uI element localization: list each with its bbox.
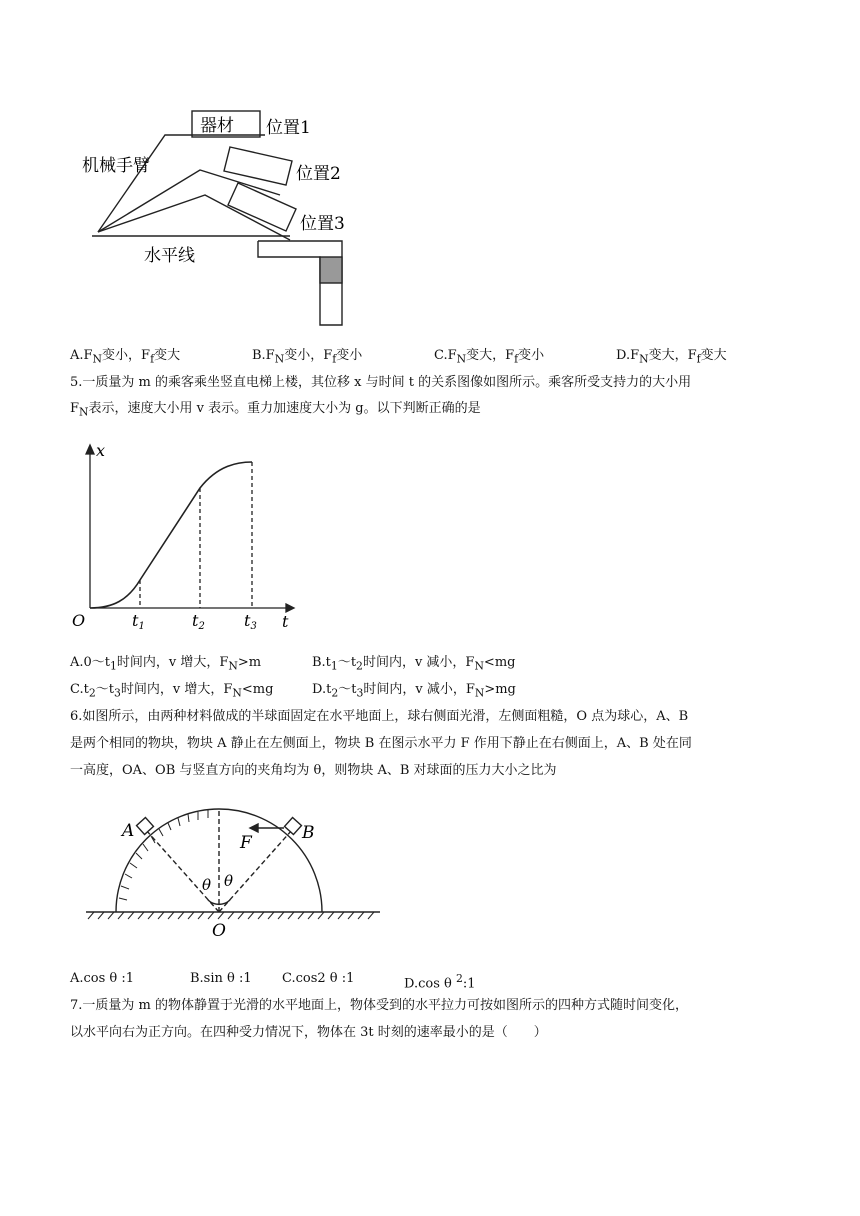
q4-option-b[interactable]: $B.F_N$变小，$F_f$变小: [252, 348, 363, 366]
box-position-2: [224, 147, 292, 185]
y-axis-label: x: [96, 441, 106, 460]
arm-label: 机械手臂: [82, 156, 150, 176]
q5-option-d[interactable]: $D.t_2\sim t_3$时间内，v 减小，$F_N>mg$: [312, 682, 516, 700]
ground-hatching: [88, 912, 374, 919]
q7-stem-line-2: 以水平向右为正方向。在四种受力情况下，物体在 3t 时刻的速率最小的是（ ）: [70, 1025, 547, 1040]
t3-label: t3: [244, 611, 257, 632]
q6-option-d[interactable]: D.cos θ $^2$:1: [404, 972, 476, 992]
label-o: O: [212, 921, 226, 941]
theta-left-label: θ: [202, 876, 212, 894]
q4-option-d[interactable]: $D.F_N$变大，$F_f$变大: [616, 348, 727, 366]
radius-oa: [146, 830, 219, 912]
q5-stem-line-2: $F_N$表示，速度大小用 v 表示。重力加速度大小为 g。以下判断正确的是: [70, 401, 481, 419]
hemisphere-figure: [84, 808, 384, 943]
block-a: [137, 818, 154, 835]
q4-option-c[interactable]: $C.F_N$变大，$F_f$变小: [434, 348, 545, 366]
position-3-label: 位置3: [300, 214, 345, 234]
box-position-3: [228, 183, 296, 231]
position-1-label: 位置1: [266, 118, 311, 138]
x-axis-label: t: [282, 612, 289, 631]
radius-ob: [219, 830, 292, 912]
q5-option-c[interactable]: $C.t_2\sim t_3$时间内，v 增大，$F_N<mg$: [70, 682, 274, 700]
q5-stem-line-1: 5.一质量为 m 的乘客乘坐竖直电梯上楼，其位移 x 与时间 t 的关系图像如图所示。乘客所受支持力的大小用: [70, 375, 692, 390]
q5-option-b[interactable]: $B.t_1\sim t_2$时间内，v 减小，$F_N<mg$: [312, 655, 516, 673]
q7-stem-line-1: 7.一质量为 m 的物体静置于光滑的水平地面上，物体受到的水平拉力可按如图所示的四种方式随时间变化，: [70, 998, 688, 1013]
q6-stem-line-2: 是两个相同的物块，物块 A 静止在左侧面上，物块 B 在图示水平力 F 作用下静止在右侧面上，A、B 处在同: [70, 736, 692, 751]
origin-label: O: [72, 611, 86, 630]
position-2-label: 位置2: [296, 164, 341, 184]
robot-arm-figure: [80, 105, 370, 335]
label-b: B: [302, 823, 315, 843]
t1-label: t1: [132, 611, 145, 632]
q4-option-a[interactable]: $A.F_N$变小，$F_f$变大: [70, 348, 181, 366]
q6-stem-line-1: 6.如图所示，由两种材料做成的半球面固定在水平地面上，球右侧面光滑，左侧面粗糙，O 点为球心，A、B: [70, 709, 689, 724]
q6-option-c[interactable]: C.cos2 θ :1: [282, 971, 355, 986]
x-t-curve: [90, 462, 252, 608]
q6-stem-line-3: 一高度，OA、OB 与竖直方向的夹角均为 θ，则物块 A、B 对球面的压力大小之比为: [70, 763, 557, 778]
block-b: [285, 818, 302, 835]
t2-label: t2: [192, 611, 205, 632]
label-f: F: [240, 833, 252, 853]
q5-option-a[interactable]: $A.0\sim t_1$时间内，v 增大，$F_N>m$: [70, 655, 262, 673]
equipment-label: 器材: [200, 116, 234, 136]
x-t-graph: [68, 440, 298, 635]
horizontal-label: 水平线: [144, 246, 195, 266]
label-a: A: [122, 821, 135, 841]
q6-option-b[interactable]: B.sin θ :1: [190, 971, 252, 986]
q6-option-a[interactable]: A.cos θ :1: [70, 971, 135, 986]
arm-position-3: [98, 195, 290, 240]
theta-right-label: θ: [224, 872, 234, 890]
